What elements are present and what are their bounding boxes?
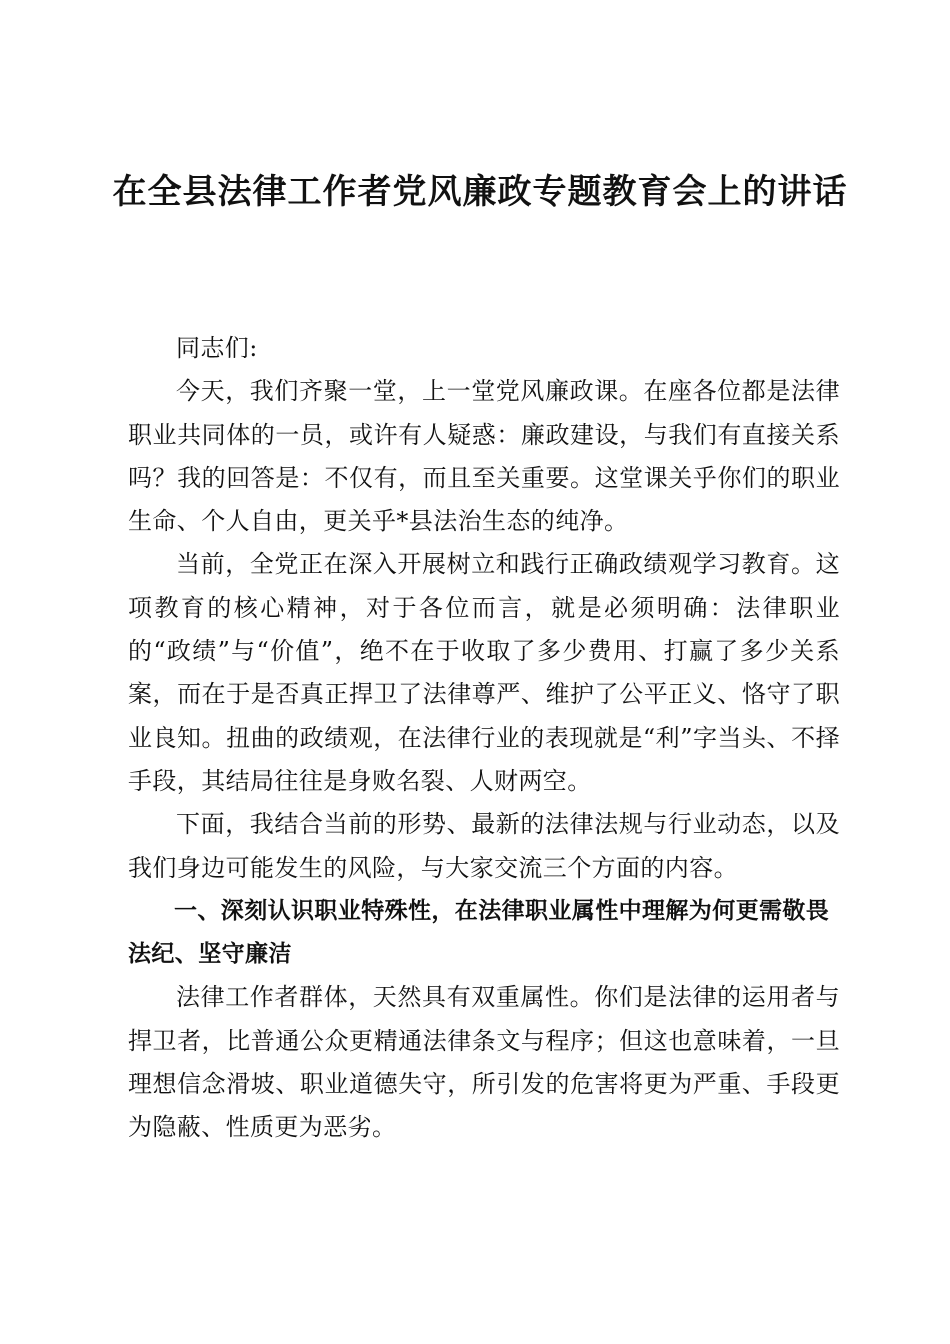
paragraph-section-1: 法律工作者群体，天然具有双重属性。你们是法律的运用者与捍卫者，比普通公众更精通法律条文与程序；但这也意味着，一旦理想信念滑坡、职业道德失守，所引发的危害将更为严重、手段更为隐蔽、性质更为恶劣。 [128,983,840,1142]
paragraph-context: 当前，全党正在深入开展树立和践行正确政绩观学习教育。这项教育的核心精神，对于各位而言，就是必须明确：法律职业的“政绩”与“价值”，绝不在于收取了多少费用、打赢了多少关系案，而在于是否真正捍卫了法律尊严、维护了公平正义、恪守了职业良知。扭曲的政绩观，在法律行业的表现就是“利”字当头、不择手段，其结局往往是身败名裂、人财两空。 [128,550,840,795]
salutation: 同志们: [176,334,258,362]
paragraph-intro: 今天，我们齐聚一堂，上一堂党风廉政课。在座各位都是法律职业共同体的一员，或许有人疑惑：廉政建设，与我们有直接关系吗？我的回答是：不仅有，而且至关重要。这堂课关乎你们的职业生命、个人自由，更关乎*县法治生态的纯净。 [128,377,840,536]
document-body [128,327,840,1150]
document-title: 在全县法律工作者党风廉政专题教育会上的讲话 [112,172,848,212]
section-heading-1: 一、深刻认识职业特殊性，在法律职业属性中理解为何更需敬畏法纪、坚守廉洁 [128,897,830,968]
paragraph-outline: 下面，我结合当前的形势、最新的法律法规与行业动态，以及我们身边可能发生的风险，与大家交流三个方面的内容。 [128,810,840,882]
